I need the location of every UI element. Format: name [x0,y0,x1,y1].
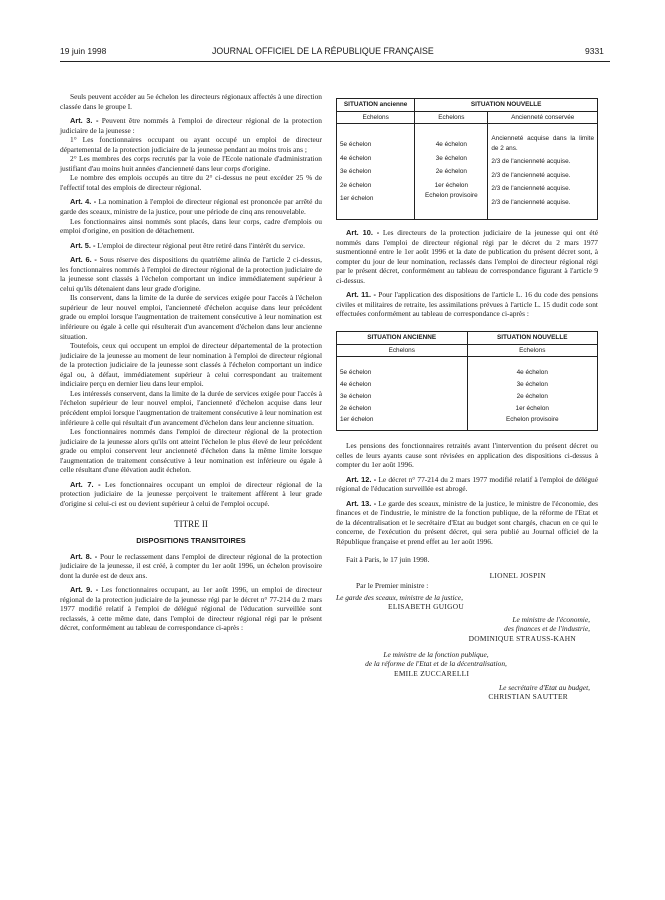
garde-name: ELISABETH GUIGOU [388,601,465,611]
table-row: 2e échelon [435,168,467,176]
table-row: 2e échelon [340,181,372,189]
article-3-item-1: 1° Les fonctionnaires occupant ou ayant occupé un emploi de directeur départemental de la protection judiciaire de la jeunesse pendant au moins trois ans ; [60,135,322,154]
table-row: 2/3 de l'ancienneté acquise. [491,171,571,179]
table-row: 1er échelon [340,416,374,424]
table-row: 2e échelon [340,404,372,412]
article-10: Art. 10. - Les directeurs de la protection judiciaire de la jeunesse qui ont été nommés dans l'emploi de directeur régional régi par le décret du 2 mars 1977 susmentionné entre le 1er août 1996 et la date de publication du présent décret sont, à compter du jour de leur nomination, reclassés dans l'emploi de directeur régional régi par le présent décret, conformément au tableau de correspondance figurant à l'article 9 ci-dessus. [336,228,598,285]
table1-col-echelons-old: Echelons [337,111,415,124]
table1-col-echelons-new: Echelons [415,111,488,124]
place-date: Fait à Paris, le 17 juin 1998. [346,554,430,564]
article-11-para-2: Les pensions des fonctionnaires retraités avant l'intervention du présent décret ou celles de leurs ayants cause sont révisées en application des dispositions ci-dessus à compter du 1er août 1996. [336,441,598,470]
table-row: 2e échelon [516,392,548,400]
table-row: 2/3 de l'ancienneté acquise. [491,198,571,206]
table-row: 3e échelon [340,168,372,176]
left-column [60,92,322,633]
header-page-number: 9331 [585,46,604,56]
budget-name: CHRISTIAN SAUTTER [488,691,568,701]
table1-col-c [488,124,598,220]
table1-header-new: SITUATION NOUVELLE [415,99,598,112]
pm-name: LIONEL JOSPIN [489,570,546,580]
table-row: Echelon provisoire [505,416,559,424]
table-row: 5e échelon [340,141,372,149]
correspondence-table-1 [336,98,598,220]
article-6-para-2: Ils conservent, dans la limite de la durée de services exigée pour l'accès à l'échelon supérieur de leur nouvel emploi, l'ancienneté d'échelon acquise dans leur précédent grade ou emploi lorsque l'augmentation de traitement consécutive à leur nomination est inférieure ou égale à celle qui résulterait d'un avancement d'échelon dans leur ancienne situation. [60,293,322,341]
subtitle-dispositions: DISPOSITIONS TRANSITOIRES [136,535,246,545]
table-row: 4e échelon [516,369,548,377]
title-titre-ii: TITRE II [174,519,208,530]
table2-col-b [467,357,598,431]
eco-title: Le ministre de l'économie, des finances et de l'industrie, [504,614,590,634]
header-journal: JOURNAL OFFICIEL DE LA RÉPUBLIQUE FRANÇAISE [212,46,434,56]
table-row: 4e échelon [340,380,372,388]
right-column [336,98,598,705]
table-row: 3e échelon [516,380,548,388]
table2-col-echelons-new: Echelons [467,344,598,357]
table-row: Ancienneté acquise dans la limite de 2 ans. [491,135,594,152]
table-row: 1er échelon [340,195,374,203]
table2-col-a [337,357,468,431]
table-row: Echelon provisoire [425,192,478,200]
article-12: Art. 12. - Le décret n° 77-214 du 2 mars 1977 modifié relatif à l'emploi de délégué régional de l'éducation surveillée est abrogé. [336,474,598,494]
table1-col-anciennete: Ancienneté conservée [488,111,598,124]
article-4: Art. 4. - La nomination à l'emploi de directeur régional est prononcée par arrêté du garde des sceaux, ministre de la justice, pour une période de cinq ans renouvelable. [60,197,322,217]
article-7: Art. 7. - Les fonctionnaires occupant un emploi de directeur régional de la protection judiciaire de la jeunesse perçoivent le traitement afférent à leur grade d'origine si celui-ci est ou devient supérieur à celui de l'emploi occupé. [60,479,322,508]
garde-title: Le garde des sceaux, ministre de la justice, [336,592,463,602]
table-row: 1er échelon [434,181,469,189]
article-4-para-2: Les fonctionnaires ainsi nommés sont placés, dans leur corps, cadre d'emplois ou emploi d'origine, en position de détachement. [60,216,322,236]
fp-title: Le ministre de la fonction publique, de la réforme de l'Etat et de la décentralisation, [365,649,507,669]
signature-block [336,555,598,705]
article-3-limit: Le nombre des emplois occupés au titre du 2° ci-dessus ne peut excéder 25 % de l'effectif total des emplois de directeur régional. [60,173,322,192]
budget-title: Le secrétaire d'Etat au budget, [498,682,590,692]
article-5: Art. 5. - L'emploi de directeur régional peut être retiré dans l'intérêt du service. [70,240,305,250]
fp-name: EMILE ZUCCARELLI [394,668,470,678]
intro-paragraph: Seuls peuvent accéder au 5e échelon les directeurs régionaux affectés à une direction classée dans le groupe I. [60,92,322,111]
table-row: 4e échelon [435,141,467,149]
article-11: Art. 11. - Pour l'application des dispositions de l'article L. 16 du code des pensions civiles et militaires de retraite, les assimilations prévues à l'article L. 15 dudit code sont effectuées conformément au tableau de correspondance ci-après : [336,290,598,319]
table-row: 2/3 de l'ancienneté acquise. [491,158,571,166]
table2-header-old: SITUATION ANCIENNE [337,332,468,345]
table-row: 5e échelon [340,369,372,377]
header-rule [60,61,610,62]
correspondence-table-2 [336,331,598,431]
table2-header-new: SITUATION NOUVELLE [467,332,598,345]
pm-by: Par le Premier ministre : [356,580,429,590]
article-6-para-3: Toutefois, ceux qui occupent un emploi de directeur départemental de la protection judiciaire de la jeunesse au moment de leur nomination à l'emploi de directeur régional de la protection judiciaire de la jeunesse sont classés à l'échelon comportant un indice égal ou, à défaut, immédiatement supérieur à celui correspondant au traitement indiciaire perçu en dernier lieu dans leur emploi. [60,341,322,389]
article-6-para-5: Les fonctionnaires nommés dans l'emploi de directeur régional de la protection judiciaire de la jeunesse alors qu'ils ont atteint l'échelon le plus élevé de leur précédent grade ou emploi conservent leur ancienneté d'échelon dans la même limite lorsque l'augmentation de traitement consécutive à leur nomination est inférieure ou égale à celle résultant d'une élévation audit échelon. [60,427,322,475]
article-6-para-4: Les intéressés conservent, dans la limite de la durée de services exigée pour l'accès à l'échelon supérieur de leur nouvel emploi, l'ancienneté d'échelon acquise dans leur précédent emploi lorsque l'augmentation de traitement consécutive à leur nomination est inférieure à celle qui résultait d'un avancement d'échelon dans leur ancienne situation. [60,388,322,427]
article-13: Art. 13. - Le garde des sceaux, ministre de la justice, le ministre de l'économie, des finances et de l'industrie, le ministre de la fonction publique, de la réforme de l'Etat et de la décentralisation et le secrétaire d'Etat au budget sont chargés, chacun en ce qui le concerne, de l'exécution du présent décret, qui sera publié au Journal officiel de la République française et prend effet au 1er août 1996. [336,498,598,547]
article-9: Art. 9. - Les fonctionnaires occupant, au 1er août 1996, un emploi de directeur régional de la protection judiciaire de la jeunesse régi par le décret n° 77-214 du 2 mars 1977 modifié relatif à l'emploi de délégué régional de l'éducation surveillée sont reclassés, à cette même date, dans l'emploi de directeur régional régi par le présent décret, conformément au tableau de correspondance ci-après : [60,585,322,633]
table1-col-a [337,124,415,220]
table2-col-echelons-old: Echelons [337,344,468,357]
table-row: 3e échelon [340,392,372,400]
article-3-item-2: 2° Les membres des corps recrutés par la voie de l'Ecole nationale d'administration justifiant d'au moins huit années d'ancienneté dans leur corps d'origine. [60,154,322,173]
article-8: Art. 8. - Pour le reclassement dans l'emploi de directeur régional de la protection judiciaire de la jeunesse, il est créé, à compter du 1er août 1996, un échelon provisoire dont la durée est de deux ans. [60,551,323,580]
table-row: 1er échelon [515,404,549,412]
article-3: Art. 3. - Peuvent être nommés à l'emploi de directeur régional de la protection judiciaire de la jeunesse : [60,116,322,135]
table-row: 2/3 de l'ancienneté acquise. [491,185,571,193]
eco-name: DOMINIQUE STRAUSS-KAHN [468,633,576,643]
header-date: 19 juin 1998 [60,46,107,56]
article-6: Art. 6. - Sous réserve des dispositions du quatrième alinéa de l'article 2 ci-dessus, les fonctionnaires nommés à l'emploi de directeur régional de la protection judiciaire de la jeunesse sont classés à l'échelon comportant un indice immédiatement supérieur à celui qu'ils détenaient dans leur grade d'origine. [60,255,322,293]
table-row: 3e échelon [435,154,467,162]
table1-col-b [415,124,488,220]
table1-header-old: SITUATION ancienne [337,99,415,112]
table-row: 4e échelon [340,154,372,162]
